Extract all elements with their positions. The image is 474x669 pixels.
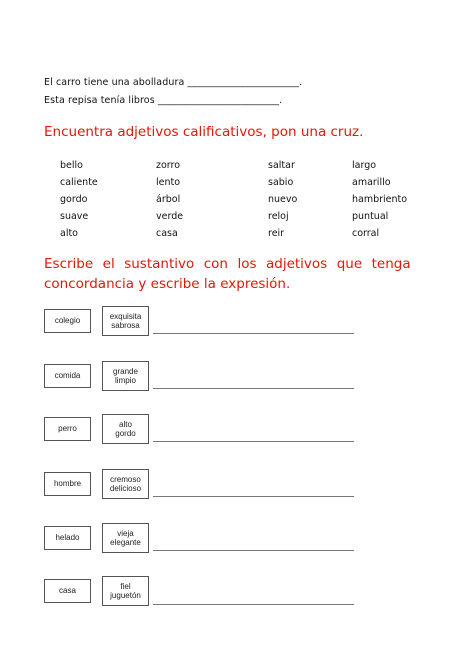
answer-line[interactable] [153,496,354,497]
noun-box: comida [44,364,91,388]
adjective-2: elegante [110,538,141,547]
adjective-2: limpio [115,376,136,385]
word-item: lento [156,177,181,188]
word-item: gordo [60,194,88,205]
word-item: verde [156,211,184,222]
noun-box: colegio [44,309,91,333]
adjective-box [102,414,149,444]
adjective-box [102,576,149,606]
noun-box: hombre [44,472,91,496]
noun-box: helado [44,526,91,550]
sentence-2: Esta repisa tenía libros _________________________. [44,95,283,106]
adjective-box [102,469,149,499]
word-item: zorro [156,160,181,171]
word-item: nuevo [268,194,298,205]
adjective-1: exquisita [109,311,142,321]
word-item: reir [268,228,285,239]
adjective-1: vieja [117,528,134,538]
adjective-2: sabrosa [111,321,140,330]
answer-line[interactable] [153,333,354,334]
word-item: casa [156,228,178,239]
word-item: caliente [60,177,98,188]
answer-line[interactable] [153,441,354,442]
noun-box: perro [44,417,91,441]
word-item: alto [60,228,78,239]
noun-box: casa [44,579,91,603]
word-item: sabio [268,177,294,188]
word-item: corral [352,228,380,239]
word-item: reloj [268,211,289,222]
word-item: saltar [268,160,295,171]
word-item: bello [60,160,83,171]
adjective-1: grande [113,366,138,376]
sentence-1: El carro tiene una abolladura _______________________. [44,77,303,88]
adjective-2: delicioso [109,484,142,493]
adjective-1: cremoso [110,474,141,484]
adjective-box [102,306,149,336]
word-item: suave [60,211,89,222]
adjective-2: juguetón [110,591,141,600]
adjective-box [102,361,149,391]
section1-title: Encuentra adjetivos calificativos, pon una cruz. [44,124,364,140]
word-item: puntual [352,211,389,222]
word-item: hambriento [352,194,408,205]
answer-line[interactable] [153,388,354,389]
word-item: amarillo [352,177,391,188]
section2-title-line2: concordancia y escribe la expresión. [44,276,291,292]
adjective-1: alto [119,419,132,429]
adjective-box [102,523,149,553]
answer-line[interactable] [153,604,354,605]
section2-title-line1: Escribe el sustantivo con los adjetivos que tenga [44,256,411,272]
answer-line[interactable] [153,550,354,551]
word-item: largo [352,160,377,171]
word-item: árbol [156,194,181,205]
adjective-1: fiel [120,581,131,591]
adjective-2: gordo [115,429,136,438]
